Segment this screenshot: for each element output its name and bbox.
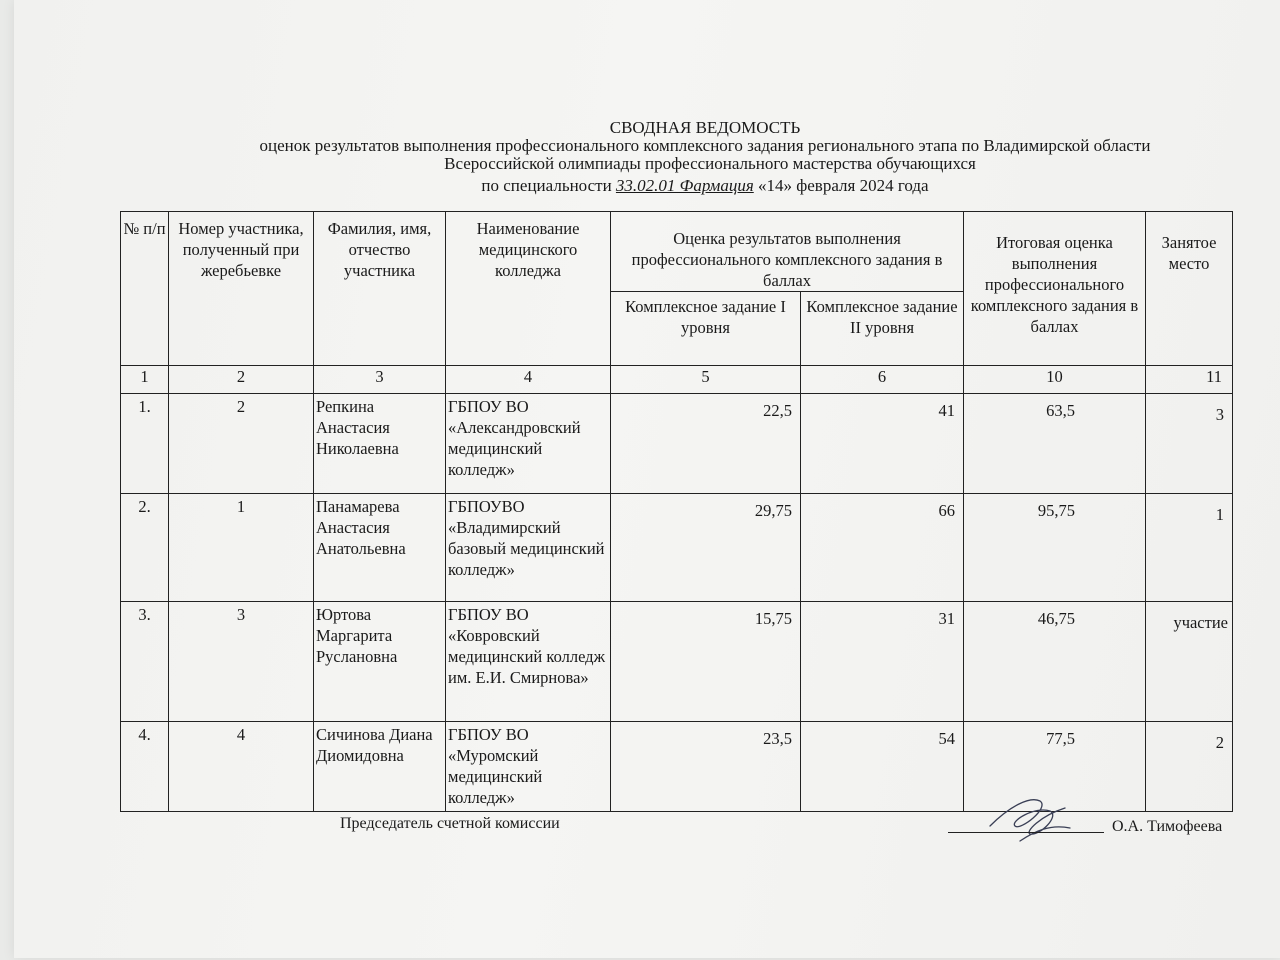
chairman-label: Председатель счетной комиссии — [340, 815, 560, 832]
header-participant-number: Номер участника, полученный при жеребьевке — [169, 212, 314, 366]
total-score: 95,75 — [964, 494, 1146, 602]
row-number: 3. — [121, 602, 169, 722]
header-task-level-1: Комплексное задание I уровня — [611, 292, 801, 366]
numbering-cell: 3 — [314, 366, 446, 394]
participant-number: 4 — [169, 722, 314, 812]
place: 2 — [1146, 722, 1233, 812]
handwritten-signature — [980, 786, 1080, 846]
numbering-cell: 11 — [1146, 366, 1233, 394]
participant-number: 1 — [169, 494, 314, 602]
task1-score: 23,5 — [611, 722, 801, 812]
task2-score: 66 — [801, 494, 964, 602]
header-place: Занятое место — [1146, 212, 1233, 366]
header-task-level-2: Комплексное задание II уровня — [801, 292, 964, 366]
table-row — [121, 394, 1233, 494]
task2-score: 54 — [801, 722, 964, 812]
row-number: 2. — [121, 494, 169, 602]
college-name: ГБПОУ ВО «Александровский медицинский колледж» — [446, 394, 611, 494]
signature-line — [948, 832, 1104, 833]
task1-score: 22,5 — [611, 394, 801, 494]
document-subtitle-line3 — [230, 177, 1180, 195]
numbering-cell: 10 — [964, 366, 1146, 394]
task1-score: 29,75 — [611, 494, 801, 602]
document-date: «14» февраля 2024 года — [753, 176, 929, 195]
college-name: ГБПОУ ВО «Ковровский медицинский колледж им. Е.И. Смирнова» — [446, 602, 611, 722]
total-score: 77,5 — [964, 722, 1146, 812]
results-table — [120, 211, 1233, 812]
document-subtitle-line1: оценок результатов выполнения профессионального комплексного задания регионального этапа по Владимирской области — [259, 136, 1151, 155]
college-name: ГБПОУВО «Владимирский базовый медицинский колледж» — [446, 494, 611, 602]
place: 3 — [1146, 394, 1233, 494]
table-row — [121, 602, 1233, 722]
participant-number: 3 — [169, 602, 314, 722]
header-score-group: Оценка результатов выполнения профессионального комплексного задания в баллах — [611, 212, 964, 292]
numbering-cell: 2 — [169, 366, 314, 394]
participant-name: Юртова Маргарита Руслановна — [314, 602, 446, 722]
college-name: ГБПОУ ВО «Муромский медицинский колледж» — [446, 722, 611, 812]
document-title: СВОДНАЯ ВЕДОМОСТЬ — [609, 118, 801, 137]
row-number: 4. — [121, 722, 169, 812]
table-numbering-row — [121, 366, 1233, 394]
document-subtitle-line2: Всероссийской олимпиады профессионального мастерства обучающихся — [444, 154, 976, 173]
header-full-name: Фамилия, имя, отчество участника — [314, 212, 446, 366]
total-score: 63,5 — [964, 394, 1146, 494]
participant-name: Сичинова Диана Диомидовна — [314, 722, 446, 812]
place: 1 — [1146, 494, 1233, 602]
numbering-cell: 6 — [801, 366, 964, 394]
numbering-cell: 5 — [611, 366, 801, 394]
participant-name: Репкина Анастасия Николаевна — [314, 394, 446, 494]
specialty-name: 33.02.01 Фармация — [615, 176, 754, 195]
specialty-prefix: по специальности — [481, 176, 616, 195]
header-number: № п/п — [121, 212, 169, 366]
task1-score: 15,75 — [611, 602, 801, 722]
task2-score: 41 — [801, 394, 964, 494]
participant-number: 2 — [169, 394, 314, 494]
participant-name: Панамарева Анастасия Анатольевна — [314, 494, 446, 602]
table-row — [121, 494, 1233, 602]
numbering-cell: 1 — [121, 366, 169, 394]
table-header-row — [121, 212, 1233, 292]
numbering-cell: 4 — [446, 366, 611, 394]
header-total-score: Итоговая оценка выполнения профессионального комплексного задания в баллах — [964, 212, 1146, 366]
total-score: 46,75 — [964, 602, 1146, 722]
task2-score: 31 — [801, 602, 964, 722]
signer-name: О.А. Тимофеева — [1112, 818, 1223, 835]
row-number: 1. — [121, 394, 169, 494]
header-college: Наименование медицинского колледжа — [446, 212, 611, 366]
place: участие — [1146, 602, 1233, 722]
